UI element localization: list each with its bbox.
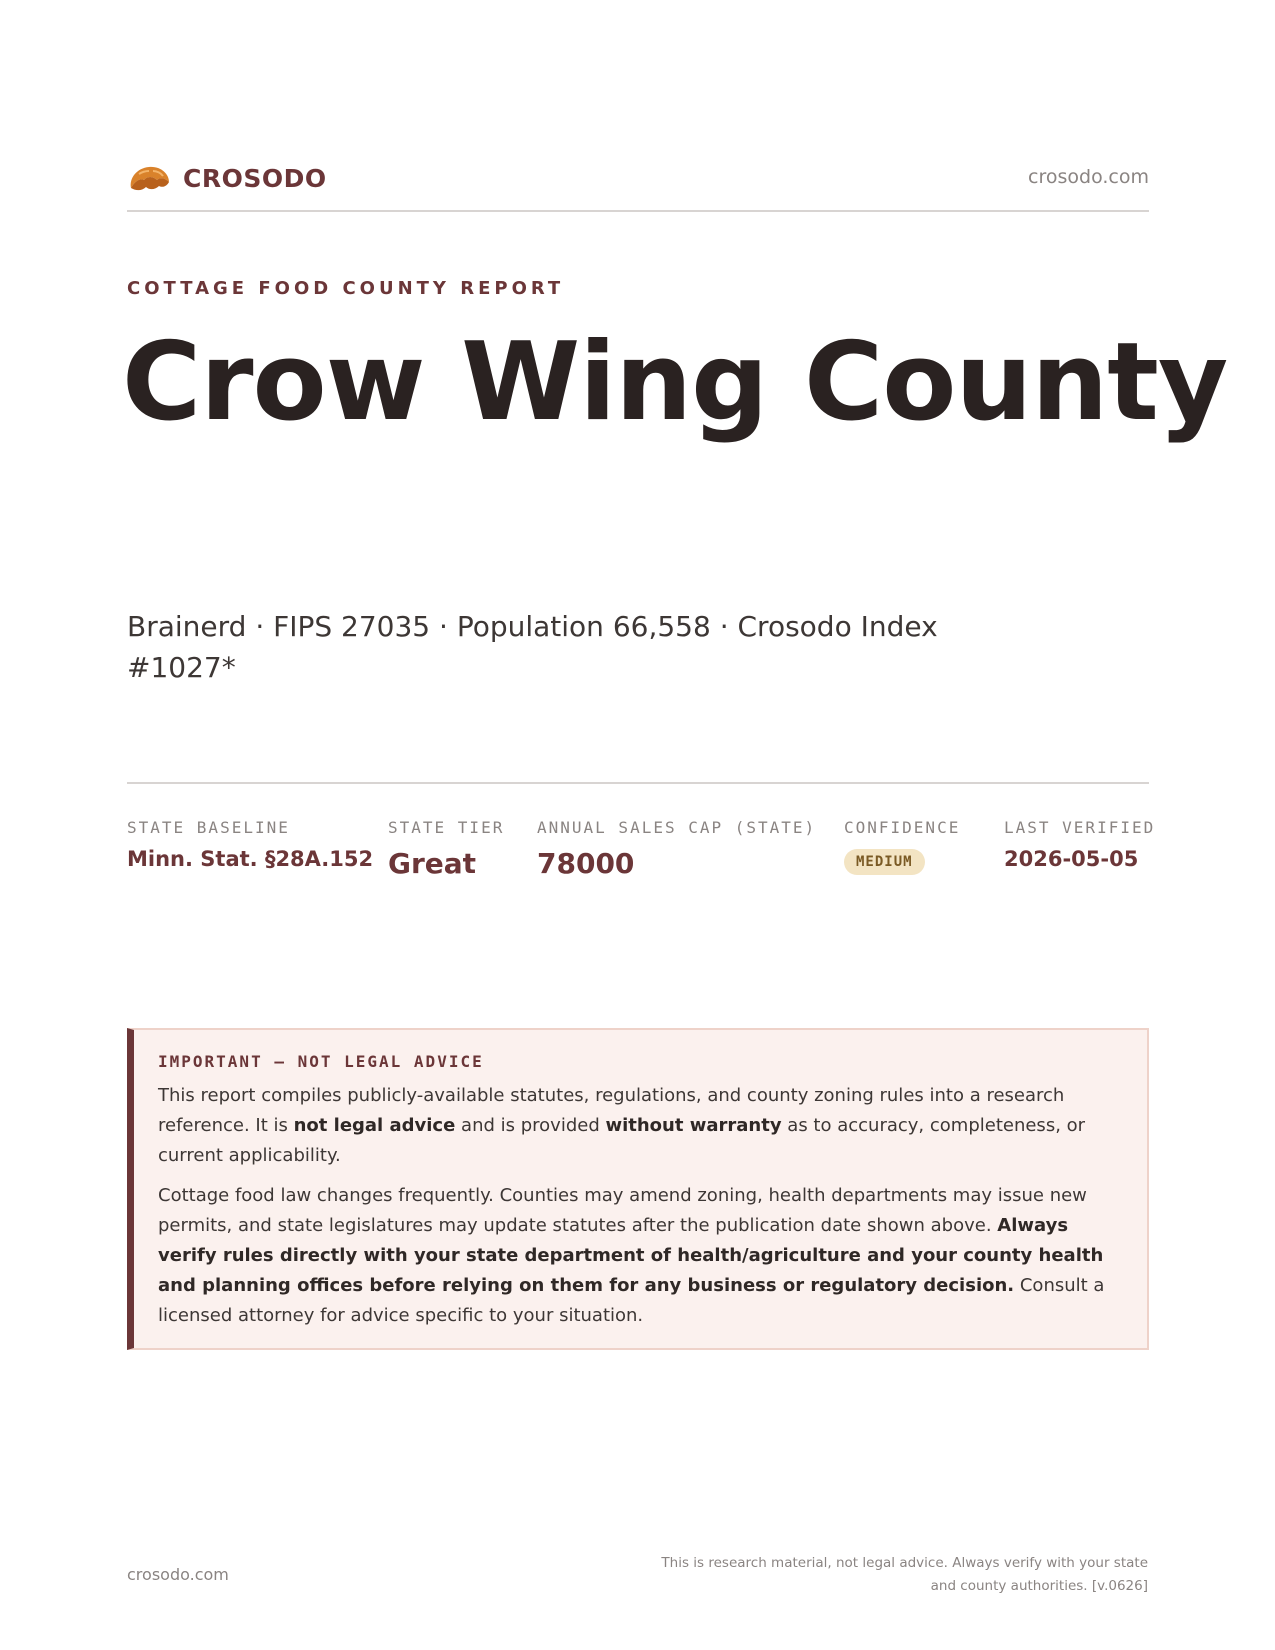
croissant-icon	[127, 158, 171, 198]
notice-paragraph	[158, 1081, 1121, 1171]
notice-heading: IMPORTANT — NOT LEGAL ADVICE	[158, 1052, 484, 1071]
footer-site-url[interactable]: crosodo.com	[127, 1565, 229, 1584]
page-header	[127, 158, 1149, 212]
county-title: Crow Wing County	[122, 320, 1228, 445]
stat-label: CONFIDENCE	[844, 818, 961, 837]
stat-label: STATE BASELINE	[127, 818, 290, 837]
stat-value: 78000	[537, 847, 635, 880]
stat-confidence	[844, 818, 960, 875]
stat-value: Minn. Stat. §28A.152	[127, 847, 374, 871]
notice-emphasis: Always verify rules directly with your state department of health/agriculture and your county health and planning offices before relying on them for any business or regulatory decision.	[158, 1215, 1104, 1296]
footer-disclaimer	[628, 1552, 1148, 1598]
stat-label: LAST VERIFIED	[1004, 818, 1156, 837]
site-url-link[interactable]: crosodo.com	[1028, 166, 1149, 188]
notice-text: Cottage food law changes frequently. Counties may amend zoning, health departments may issue new permits, and state legislatures may update statutes after the publication date shown above.	[158, 1185, 1087, 1236]
confidence-badge: MEDIUM	[844, 849, 925, 875]
stat-state-tier	[388, 818, 504, 880]
notice-paragraph	[158, 1181, 1121, 1331]
stat-value: Great	[388, 847, 477, 880]
divider	[127, 782, 1149, 784]
notice-emphasis: not legal advice	[293, 1115, 456, 1136]
stat-label: ANNUAL SALES CAP (STATE)	[537, 818, 817, 837]
stat-last-verified	[1004, 818, 1155, 871]
notice-emphasis: without warranty	[605, 1115, 782, 1136]
notice-text: Consult a licensed attorney for advice specific to your situation.	[158, 1275, 1105, 1326]
report-eyebrow: COTTAGE FOOD COUNTY REPORT	[127, 278, 565, 299]
brand[interactable]	[127, 158, 327, 198]
footer-disclaimer-line: and county authorities. [v.0626]	[930, 1578, 1148, 1594]
legal-notice	[127, 1028, 1149, 1350]
stat-value: 2026-05-05	[1004, 847, 1139, 871]
notice-text: as to accuracy, completeness, or current applicability.	[158, 1115, 1086, 1166]
stat-label: STATE TIER	[388, 818, 505, 837]
stat-sales-cap	[537, 818, 816, 880]
brand-name: CROSODO	[183, 163, 327, 193]
footer-disclaimer-line: This is research material, not legal advice. Always verify with your state	[661, 1555, 1148, 1571]
county-subtitle: Brainerd · FIPS 27035 · Population 66,558 · Crosodo Index #1027*	[127, 610, 938, 684]
notice-text: and is provided	[455, 1115, 606, 1136]
notice-text: This report compiles publicly-available statutes, regulations, and county zoning rules into a research reference. It is	[158, 1085, 1065, 1136]
stat-state-baseline	[127, 818, 373, 871]
